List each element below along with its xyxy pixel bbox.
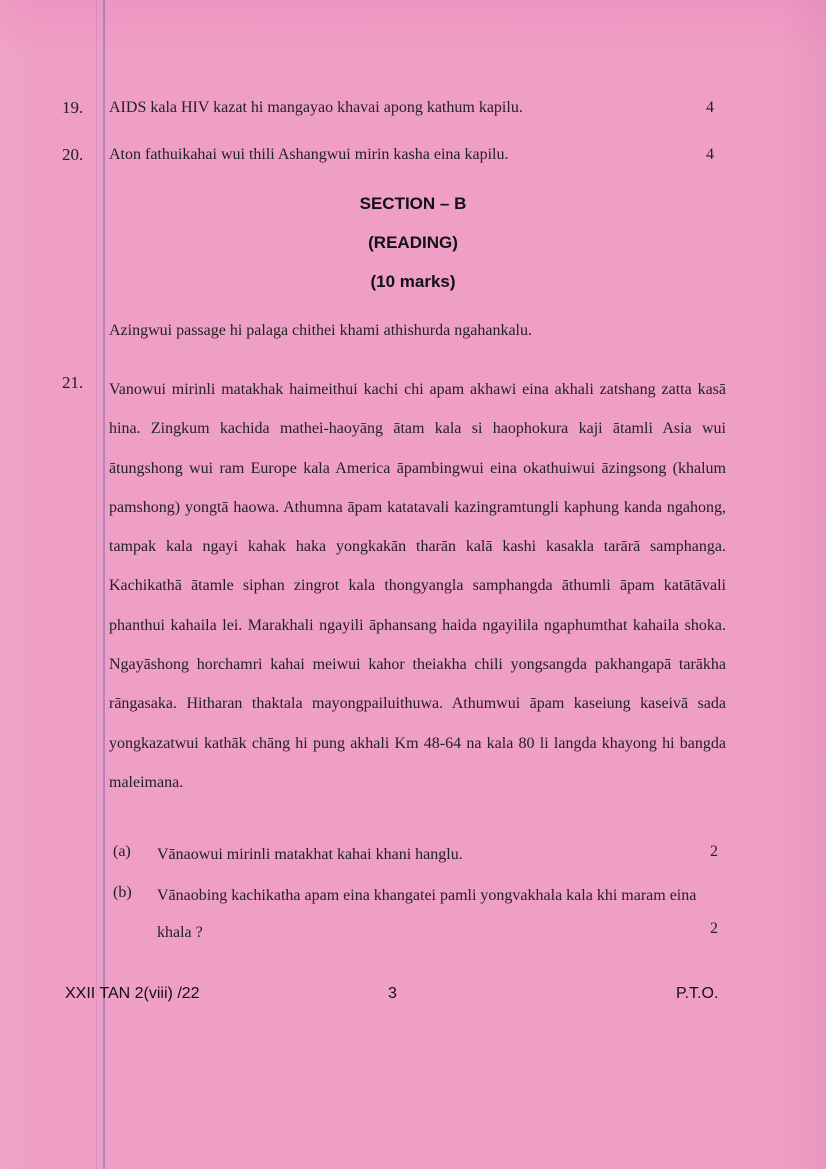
question-20-text: Aton fathuikahai wui thili Ashangwui mirin kasha eina kapilu. (109, 146, 509, 163)
question-19-number: 19. (62, 98, 84, 117)
passage-instruction: Azingwui passage hi palaga chithei khami athishurda ngahankalu. (109, 322, 532, 339)
sub-question-a-marks: 2 (710, 843, 718, 860)
section-title: SECTION – B (359, 194, 467, 213)
question-20-number: 20. (62, 145, 84, 164)
question-19-text: AIDS kala HIV kazat hi mangayao khavai apong kathum kapilu. (109, 99, 523, 116)
section-subtitle: (READING) (368, 233, 458, 252)
question-21-number: 21. (62, 373, 84, 392)
question-19-marks: 4 (706, 99, 714, 116)
sub-question-b-text: Vānaobing kachikatha apam eina khangatei pamli yongvakhala kala khi maram eina khala ? (157, 887, 697, 941)
please-turn-over: P.T.O. (676, 985, 719, 1002)
question-20-marks: 4 (706, 146, 714, 163)
page-number: 3 (388, 985, 397, 1002)
section-marks: (10 marks) (370, 272, 456, 291)
paper-code: XXII TAN 2(viii) /22 (65, 985, 200, 1002)
sub-question-a-text: Vānaowui mirinli matakhat kahai khani hanglu. (157, 846, 463, 863)
sub-question-b-label: (b) (113, 884, 132, 901)
reading-passage: Vanowui mirinli matakhak haimeithui kachi chi apam akhawi eina akhali zatshang zatta kasā hina. Zingkum kachida mathei-haoyāng ātam kala si haophokura kaji ātamli Asia wui ātungshong wui ram Europe kala America āpambingwui eina okathuiwui āzingsong (khalum pamshong) yongtā haowa. Athumna āpam katatavali kazingramtungli kaphung kanda ngahong, tampak kala ngayi kahak haka yongkakān tharān kalā kashi kasakla tarārā samphanga. Kachikathā ātamle siphan zingrot kala thongyangla samphangda āthumli āpam katātāvali phanthui kahaila lei. Marakhali ngayili āphansang haida ngayilila ngaphumthat kahaila shoka. Ngayāshong horchamri kahai meiwui kahor theiakha chili yongsangda pakhangapā tarākha rāngasaka. Hitharan thaktala mayongpailuithuwa. Athumwui āpam kaseiung kaseivā sada yongkazatwui kathāk chāng hi pung akhali Km 48-64 na kala 80 li langda khayong hi bangda maleimana. (109, 381, 726, 791)
sub-question-a-label: (a) (113, 843, 131, 860)
sub-question-b-marks: 2 (710, 920, 718, 937)
